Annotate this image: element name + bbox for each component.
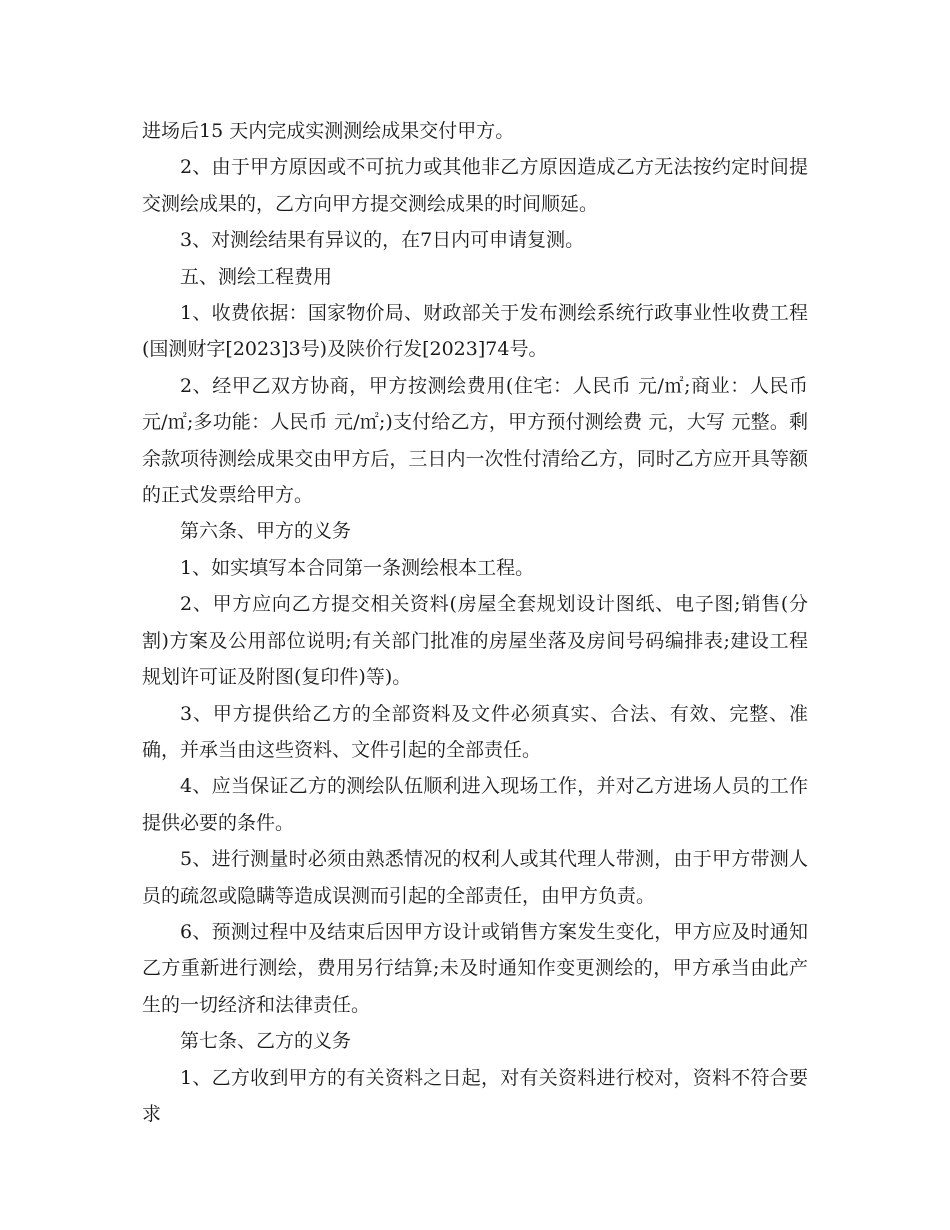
- paragraph-party-a-duty-3: 3、甲方提供给乙方的全部资料及文件必须真实、合法、有效、完整、准确，并承当由这些资料、文件引起的全部责任。: [142, 702, 808, 761]
- paragraph-fee-basis: 1、收费依据：国家物价局、财政部关于发布测绘系统行政事业性收费工程(国测财字[2023]3号)及陕价行发[2023]74号。: [142, 302, 808, 361]
- paragraph-party-b-duty-1: 1、乙方收到甲方的有关资料之日起，对有关资料进行校对，资料不符合要求: [142, 1066, 808, 1125]
- section-heading-article-6: 第六条、甲方的义务: [180, 520, 352, 543]
- paragraph-party-a-duty-4: 4、应当保证乙方的测绘队伍顺利进入现场工作，并对乙方进场人员的工作提供必要的条件。: [142, 775, 808, 834]
- paragraph-fee-payment: 2、经甲乙双方协商，甲方按测绘费用(住宅：人民币 元/㎡;商业：人民币 元/㎡;多功能：人民币 元/㎡;)支付给乙方，甲方预付测绘费 元，大写 元整。剩余款项待测绘成果交由甲方后，三日内一次性付清给乙方，同时乙方应开具等额的正式发票给甲方。: [142, 374, 808, 507]
- paragraph-party-a-duty-5: 5、进行测量时必须由熟悉情况的权利人或其代理人带测，由于甲方带测人员的疏忽或隐瞒等造成误测而引起的全部责任，由甲方负责。: [142, 848, 808, 907]
- paragraph-item-3-objection: 3、对测绘结果有异议的，在7日内可申请复测。: [180, 229, 585, 252]
- section-heading-article-7: 第七条、乙方的义务: [180, 1030, 352, 1053]
- paragraph-party-a-duty-1: 1、如实填写本合同第一条测绘根本工程。: [180, 556, 535, 579]
- paragraph-item-2-delay: 2、由于甲方原因或不可抗力或其他非乙方原因造成乙方无法按约定时间提交测绘成果的，乙方向甲方提交测绘成果的时间顺延。: [142, 156, 808, 215]
- paragraph-party-a-duty-2: 2、甲方应向乙方提交相关资料(房屋全套规划设计图纸、电子图;销售(分割)方案及公用部位说明;有关部门批准的房屋坐落及房间号码编排表;建设工程规划许可证及附图(复印件)等)。: [142, 593, 808, 689]
- section-heading-fees: 五、测绘工程费用: [180, 265, 333, 288]
- paragraph-party-a-duty-6: 6、预测过程中及结束后因甲方设计或销售方案发生变化，甲方应及时通知乙方重新进行测绘，费用另行结算;未及时通知作变更测绘的，甲方承当由此产生的一切经济和法律责任。: [142, 920, 808, 1016]
- paragraph-continuation: 进场后15 天内完成实测测绘成果交付甲方。: [142, 120, 515, 142]
- document-body: [142, 113, 808, 1132]
